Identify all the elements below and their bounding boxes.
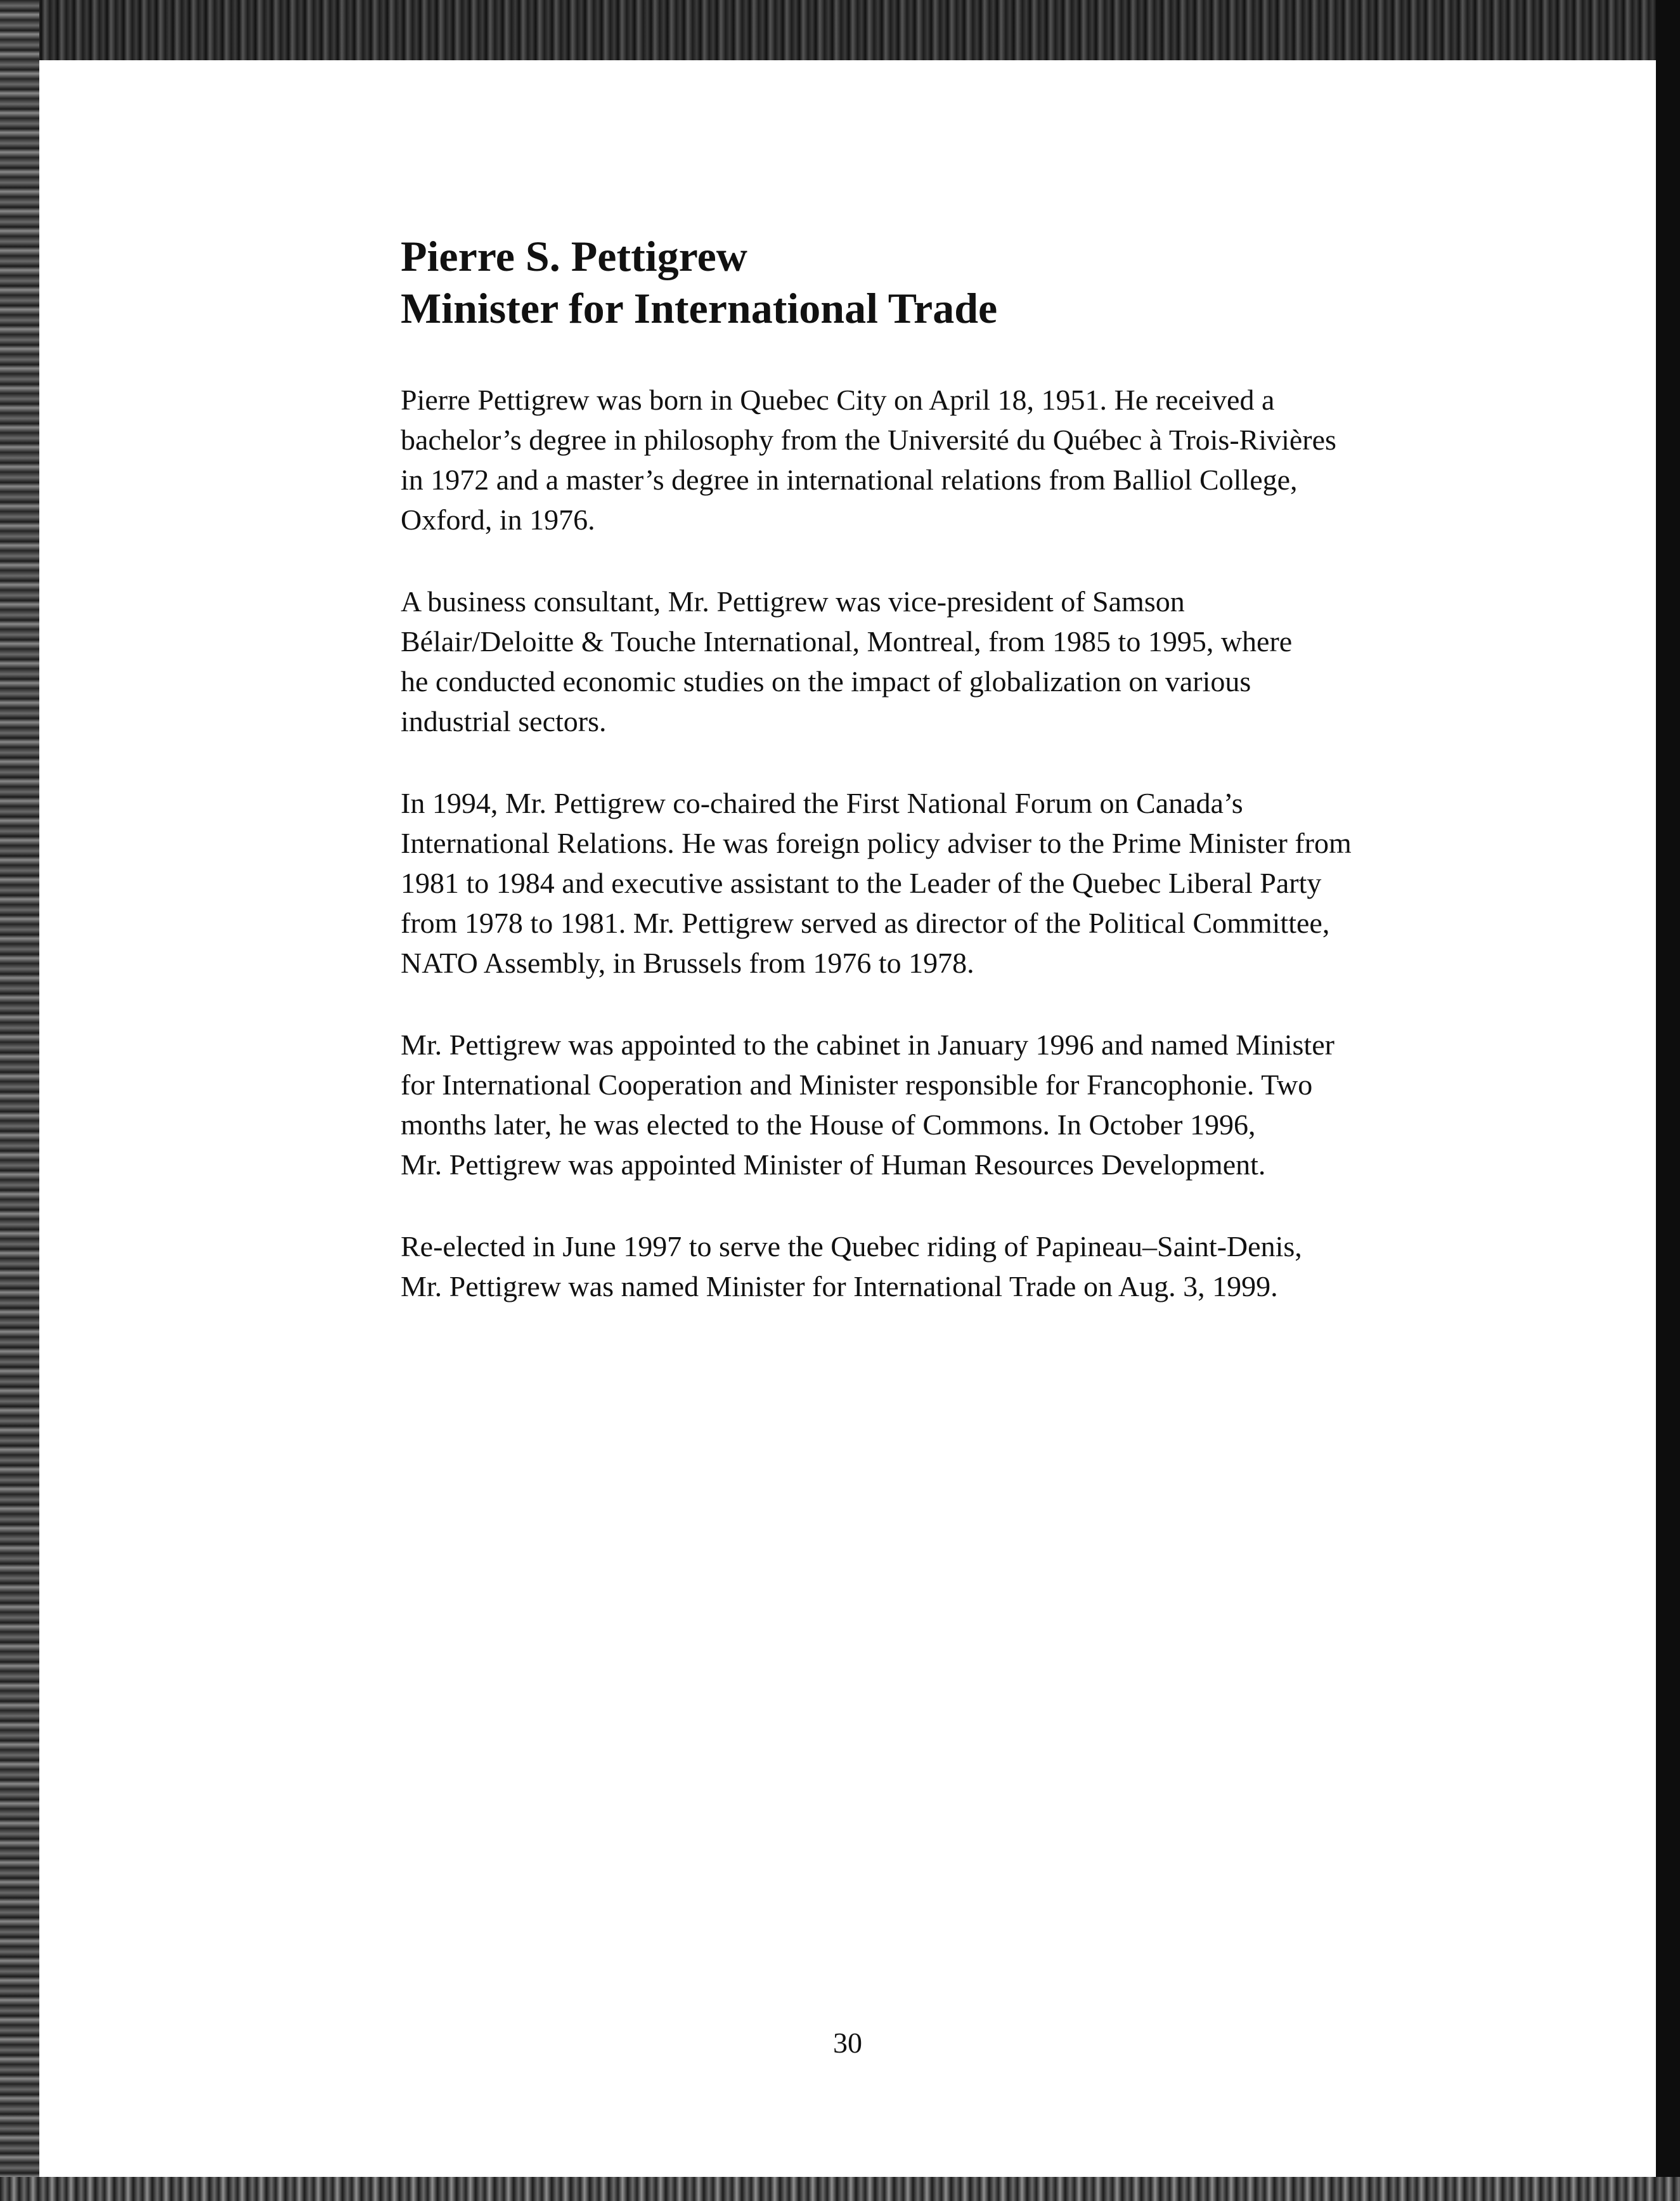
title-position: Minister for International Trade <box>401 284 998 332</box>
paragraph-line: for International Cooperation and Minister responsible for Francophonie. Two <box>401 1068 1313 1101</box>
document-page <box>39 60 1656 2177</box>
paragraph-line: bachelor’s degree in philosophy from the Université du Québec à Trois-Rivières <box>401 424 1336 456</box>
scan-border-left <box>0 0 39 2201</box>
paragraph-line: months later, he was elected to the House of Commons. In October 1996, <box>401 1108 1256 1141</box>
scan-border-top <box>0 0 1680 60</box>
paragraph-line: Mr. Pettigrew was appointed to the cabinet in January 1996 and named Minister <box>401 1029 1334 1061</box>
paragraph-line: A business consultant, Mr. Pettigrew was vice-president of Samson <box>401 585 1185 618</box>
paragraph-line: 1981 to 1984 and executive assistant to the Leader of the Quebec Liberal Party <box>401 867 1322 899</box>
scan-border-bottom <box>0 2177 1680 2201</box>
paragraph-cabinet <box>401 1025 1516 1185</box>
paragraph-line: Pierre Pettigrew was born in Quebec City on April 18, 1951. He received a <box>401 384 1275 416</box>
paragraph-public-service <box>401 783 1516 983</box>
title-name: Pierre S. Pettigrew <box>401 232 747 280</box>
paragraph-re-election <box>401 1226 1516 1306</box>
document-title <box>401 230 1516 334</box>
paragraph-line: Mr. Pettigrew was named Minister for International Trade on Aug. 3, 1999. <box>401 1270 1278 1302</box>
paragraph-line: from 1978 to 1981. Mr. Pettigrew served as director of the Political Committee, <box>401 907 1330 939</box>
paragraph-birth-education <box>401 380 1516 540</box>
paragraph-line: Bélair/Deloitte & Touche International, Montreal, from 1985 to 1995, where <box>401 625 1293 658</box>
scan-border-right <box>1656 0 1680 2201</box>
page-number: 30 <box>833 2027 862 2059</box>
paragraph-line: he conducted economic studies on the impact of globalization on various <box>401 665 1251 698</box>
paragraph-line: Mr. Pettigrew was appointed Minister of Human Resources Development. <box>401 1148 1266 1181</box>
paragraph-line: in 1972 and a master’s degree in international relations from Balliol College, <box>401 464 1298 496</box>
paragraph-line: industrial sectors. <box>401 705 607 737</box>
document-content <box>401 230 1516 1348</box>
paragraph-line: Oxford, in 1976. <box>401 503 595 536</box>
paragraph-line: International Relations. He was foreign policy adviser to the Prime Minister from <box>401 827 1352 859</box>
paragraph-line: In 1994, Mr. Pettigrew co-chaired the First National Forum on Canada’s <box>401 787 1243 819</box>
paragraph-line: Re-elected in June 1997 to serve the Quebec riding of Papineau–Saint-Denis, <box>401 1230 1302 1263</box>
paragraph-business-career <box>401 581 1516 741</box>
paragraph-line: NATO Assembly, in Brussels from 1976 to 1978. <box>401 947 974 979</box>
